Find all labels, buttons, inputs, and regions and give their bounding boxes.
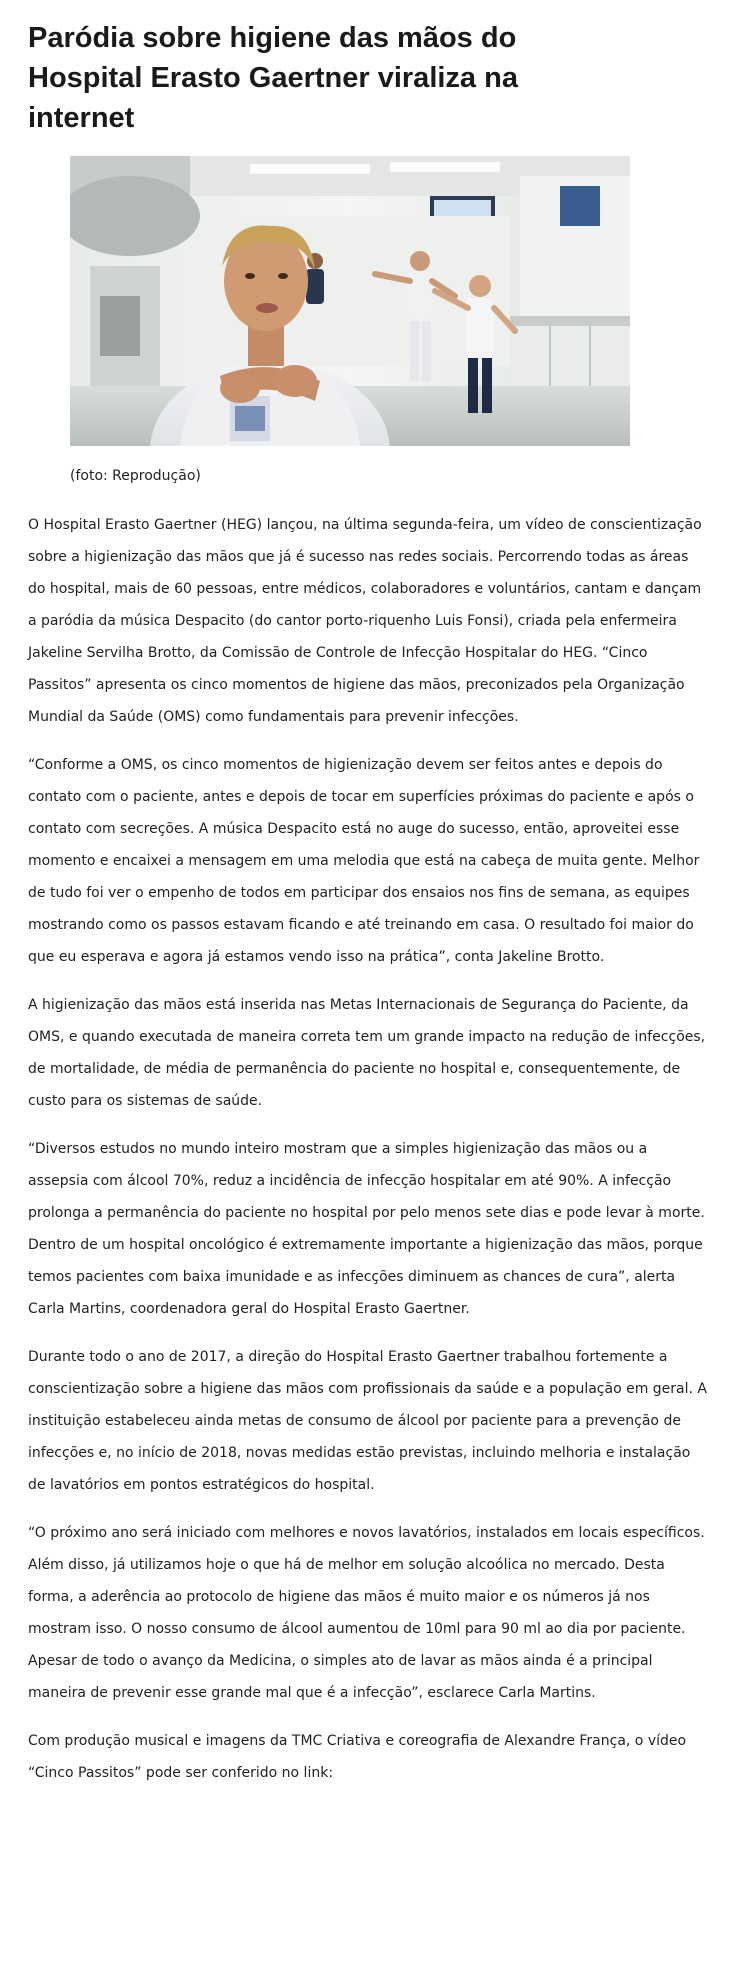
paragraph: “O próximo ano será iniciado com melhores e novos lavatórios, instalados em locais específicos. Além disso, já utilizamos hoje o que há de melhor em solução alcoólica no mercado. Desta forma, a aderência ao protocolo de higiene das mãos é muito maior e os números já nos mostram isso. O nosso consumo de álcool aumentou de 10ml para 90 ml ao dia por paciente. Apesar de todo o avanço da Medicina, o simples ato de lavar as mãos ainda é a principal maneira de prevenir esse grande mal que é a infecção”, esclarece Carla Martins.	[28, 1525, 705, 1701]
paragraph: O Hospital Erasto Gaertner (HEG) lançou, na última segunda-feira, um vídeo de conscientização sobre a higienização das mãos que já é sucesso nas redes sociais. Percorrendo todas as áreas do hospital, mais de 60 pessoas, entre médicos, colaboradores e voluntários, cantam e dançam a paródia da música Despacito (do cantor porto-riquenho Luis Fonsi), criada pela enfermeira Jakeline Servilha Brotto, da Comissão de Controle de Infecção Hospitalar do HEG. “Cinco Passitos” apresenta os cinco momentos de higiene das mãos, preconizados pela Organização Mundial da Saúde (OMS) como fundamentais para prevenir infecções.	[28, 517, 702, 725]
paragraph: “Diversos estudos no mundo inteiro mostram que a simples higienização das mãos ou a assepsia com álcool 70%, reduz a incidência de infecção hospitalar em até 90%. A infecção prolonga a permanência do paciente no hospital por pelo menos sete dias e pode levar à morte. Dentro de um hospital oncológico é extremamente importante a higienização das mãos, porque temos pacientes com baixa imunidade e as infecções diminuem as chances de cura”, alerta Carla Martins, coordenadora geral do Hospital Erasto Gaertner.	[28, 1141, 705, 1317]
article	[28, 18, 709, 1805]
article-title: Paródia sobre higiene das mãos do Hospital Erasto Gaertner viraliza na internet	[28, 22, 518, 134]
paragraph: A higienização das mãos está inserida nas Metas Internacionais de Segurança do Paciente, da OMS, e quando executada de maneira correta tem um grande impacto na redução de infecções, de mortalidade, de média de permanência do paciente no hospital e, consequentemente, de custo para os sistemas de saúde.	[28, 997, 706, 1109]
article-photo	[70, 156, 630, 446]
article-body	[28, 509, 709, 1789]
paragraph: Durante todo o ano de 2017, a direção do Hospital Erasto Gaertner trabalhou fortemente a conscientização sobre a higiene das mãos com profissionais da saúde e a população em geral. A instituição estabeleceu ainda metas de consumo de álcool por paciente para a prevenção de infecções e, no início de 2018, novas medidas estão previstas, incluindo melhoria e instalação de lavatórios em pontos estratégicos do hospital.	[28, 1349, 707, 1493]
paragraph: “Conforme a OMS, os cinco momentos de higienização devem ser feitos antes e depois do contato com o paciente, antes e depois de tocar em superfícies próximas do paciente e após o contato com secreções. A música Despacito está no auge do sucesso, então, aproveitei esse momento e encaixei a mensagem em uma melodia que está na cabeça de muita gente. Melhor de tudo foi ver o empenho de todos em participar dos ensaios nos fins de semana, as equipes mostrando como os passos estavam ficando e até treinando em casa. O resultado foi maior do que eu esperava e agora já estamos vendo isso na prática”, conta Jakeline Brotto.	[28, 757, 700, 965]
article-figure	[70, 156, 630, 486]
photo-caption: (foto: Reprodução)	[70, 468, 201, 484]
paragraph: Com produção musical e imagens da TMC Criativa e coreografia de Alexandre França, o vídeo “Cinco Passitos” pode ser conferido no link:	[28, 1733, 687, 1781]
